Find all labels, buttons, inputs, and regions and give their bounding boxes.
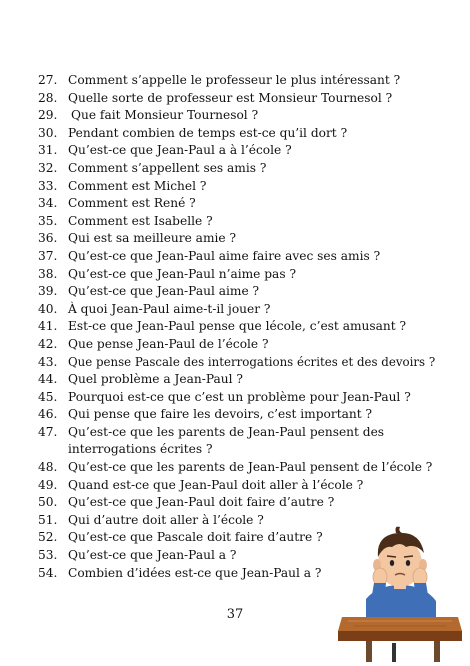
question-number: 36. <box>38 231 58 246</box>
list-item <box>38 354 438 372</box>
thinking-boy-at-desk-icon <box>338 521 462 662</box>
question-text: À quoi Jean-Paul aime-t-il jouer ? <box>68 301 271 316</box>
question-text: Qu’est-ce que les parents de Jean-Paul pensent des interrogations écrites ? <box>68 424 385 457</box>
question-text: Qu’est-ce que Jean-Paul doit faire d’autre ? <box>68 495 335 510</box>
question-text: Qu’est-ce que les parents de Jean-Paul pensent de l’école ? <box>68 460 433 475</box>
list-item <box>38 477 438 495</box>
desk-leg-left <box>366 639 372 662</box>
question-number: 46. <box>38 407 58 422</box>
question-number: 27. <box>38 73 58 87</box>
eye-left <box>390 560 394 566</box>
question-text: Comment est René ? <box>68 196 196 211</box>
question-text: Quand est-ce que Jean-Paul doit aller à l’école ? <box>68 477 364 492</box>
list-item <box>38 459 438 477</box>
question-number: 40. <box>38 301 58 316</box>
question-number: 50. <box>38 495 58 510</box>
question-number: 52. <box>38 530 58 545</box>
list-item <box>38 406 438 424</box>
question-number: 53. <box>38 548 58 563</box>
question-number: 49. <box>38 477 58 492</box>
question-text: Qu’est-ce que Jean-Paul n’aime pas ? <box>68 266 296 281</box>
question-number: 54. <box>38 565 58 580</box>
question-number: 42. <box>38 336 58 351</box>
question-text: Que pense Jean-Paul de l’école ? <box>68 336 269 351</box>
question-text: Pendant combien de temps est-ce qu’il dort ? <box>68 125 348 140</box>
question-number: 31. <box>38 143 58 158</box>
desk-leg-right <box>434 639 440 662</box>
question-text: Qu’est-ce que Jean-Paul a ? <box>68 548 237 563</box>
question-text: Qu’est-ce que Jean-Paul aime faire avec ses amis ? <box>68 248 381 263</box>
question-text: Qui d’autre doit aller à l’école ? <box>68 512 264 527</box>
question-number: 43. <box>38 354 58 369</box>
question-number: 30. <box>38 125 58 140</box>
list-item <box>38 90 438 108</box>
list-item <box>38 72 438 90</box>
list-item <box>38 424 438 459</box>
question-number: 39. <box>38 284 58 299</box>
desk-top <box>338 617 462 631</box>
question-number: 51. <box>38 512 58 527</box>
list-item <box>38 301 438 319</box>
question-number: 35. <box>38 213 58 228</box>
question-number: 44. <box>38 372 58 387</box>
question-text: Comment s’appelle le professeur le plus intéressant ? <box>68 73 401 87</box>
list-item <box>38 213 438 231</box>
question-number: 28. <box>38 90 58 105</box>
eye-right <box>406 560 410 566</box>
question-number: 45. <box>38 389 58 404</box>
list-item <box>38 107 438 125</box>
question-text: Quel problème a Jean-Paul ? <box>68 372 243 387</box>
question-text: Comment est Isabelle ? <box>68 213 213 228</box>
question-text: Qu’est-ce que Jean-Paul a à l’école ? <box>68 143 292 158</box>
question-text: Qui est sa meilleure amie ? <box>68 231 237 246</box>
list-item <box>38 494 438 512</box>
list-item <box>38 160 438 178</box>
question-text: Pourquoi est-ce que c’est un problème pour Jean-Paul ? <box>68 389 411 404</box>
list-item <box>38 230 438 248</box>
question-list <box>38 72 438 582</box>
list-item <box>38 336 438 354</box>
question-text: Qu’est-ce que Pascale doit faire d’autre ? <box>68 530 323 545</box>
list-item <box>38 371 438 389</box>
question-number: 37. <box>38 248 58 263</box>
boy-desk-drawing <box>338 521 462 662</box>
question-number: 47. <box>38 424 58 439</box>
question-number: 33. <box>38 178 58 193</box>
hair-tuft <box>396 527 403 533</box>
page-number: 37 <box>226 607 244 622</box>
list-item <box>38 248 438 266</box>
chair-leg <box>392 643 396 662</box>
question-number: 29. <box>38 108 58 123</box>
question-text: Qu’est-ce que Jean-Paul aime ? <box>68 284 260 299</box>
list-item <box>38 283 438 301</box>
desk-edge <box>338 631 462 641</box>
question-text: Comment est Michel ? <box>68 178 207 193</box>
question-number: 48. <box>38 460 58 475</box>
question-number: 38. <box>38 266 58 281</box>
question-number: 32. <box>38 160 58 175</box>
question-text: Qui pense que faire les devoirs, c’est important ? <box>68 407 373 422</box>
question-text: Quelle sorte de professeur est Monsieur Tournesol ? <box>68 90 393 105</box>
list-item <box>38 389 438 407</box>
question-text: Combien d’idées est-ce que Jean-Paul a ? <box>68 565 322 580</box>
question-text: Que pense Pascale des interrogations écrites et des devoirs ? <box>68 354 436 369</box>
list-item <box>38 142 438 160</box>
question-number: 41. <box>38 319 58 334</box>
brow-left <box>387 556 396 557</box>
list-item <box>38 318 438 336</box>
question-text: Est-ce que Jean-Paul pense que lécole, c’est amusant ? <box>68 319 407 334</box>
list-item <box>38 178 438 196</box>
question-text: Comment s’appellent ses amis ? <box>68 160 267 175</box>
question-number: 34. <box>38 196 58 211</box>
brow-right <box>404 556 413 557</box>
list-item <box>38 195 438 213</box>
question-text: Que fait Monsieur Tournesol ? <box>71 108 259 123</box>
list-item <box>38 125 438 143</box>
list-item <box>38 266 438 284</box>
